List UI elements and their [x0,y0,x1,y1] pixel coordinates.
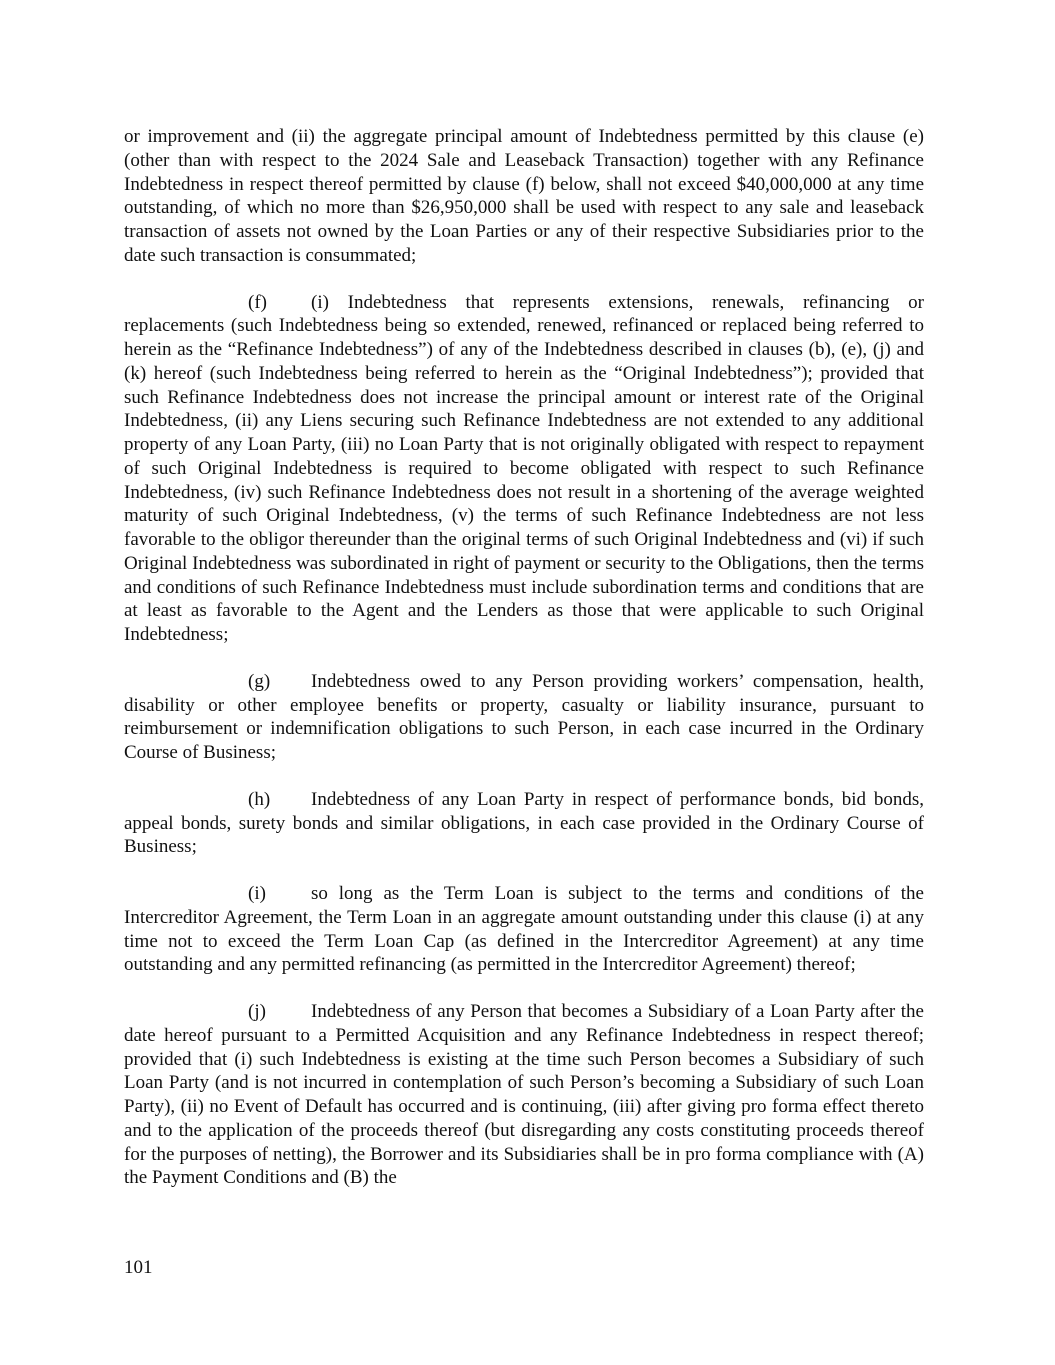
paragraph-text: Indebtedness of any Loan Party in respect of performance bonds, bid bonds, appeal bonds, surety bonds and similar obligations, in each case provided in the Ordinary Course of Business; [124,788,924,858]
paragraph-e-continued [124,125,924,268]
paragraph-text: so long as the Term Loan is subject to the terms and conditions of the Intercreditor Agreement, the Term Loan in an aggregate amount outstanding under this clause (i) at any time not to exceed the Term Loan Cap (as defined in the Intercreditor Agreement) at any time outstanding and any permitted refinancing (as permitted in the Intercreditor Agreement) thereof; [124,883,924,976]
page-number: 101 [124,1257,153,1278]
clause-label: (h) [248,788,271,810]
paragraph-clause-j [124,1000,924,1190]
paragraph-text: or improvement and (ii) the aggregate principal amount of Indebtedness permitted by this clause (e) (other than with respect to the 2024 Sale and Leaseback Transaction) together with any Refinance Indebtedness in respect thereof permitted by clause (f) below, shall not exceed $40,000,000 at any time outstanding, of which no more than $26,950,000 shall be used with respect to any sale and leaseback transaction of assets not owned by the Loan Parties or any of their respective Subsidiaries prior to the date such transaction is consummated; [124,126,924,266]
paragraph-clause-f [124,291,924,647]
paragraph-clause-h [124,788,924,859]
paragraph-clause-g [124,670,924,765]
paragraph-text: Indebtedness of any Person that becomes a Subsidiary of a Loan Party after the date hereof pursuant to a Permitted Acquisition and any Refinance Indebtedness in respect thereof; provided that (i) such Indebtedness is existing at the time such Person becomes a Subsidiary of such Loan Party (and is not incurred in contemplation of such Person’s becoming a Subsidiary of such Loan Party), (ii) no Event of Default has occurred and is continuing, (iii) after giving pro forma effect thereto and to the application of the proceeds thereof (but disregarding any costs constituting proceeds thereof for the purposes of netting), the Borrower and its Subsidiaries shall be in pro forma compliance with (A) the Payment Conditions and (B) the [124,1001,924,1189]
document-body [124,125,924,1213]
clause-label: (g) [248,670,271,692]
paragraph-clause-i [124,882,924,977]
paragraph-text: Indebtedness owed to any Person providing workers’ compensation, health, disability or other employee benefits or property, casualty or liability insurance, pursuant to reimbursement or indemnification obligations to such Person, in each case incurred in the Ordinary Course of Business; [124,670,924,763]
clause-label: (j) [248,1001,266,1022]
clause-label: (f) [248,291,267,313]
paragraph-text: (i) Indebtedness that represents extensions, renewals, refinancing or replacements (such Indebtedness being so extended, renewed, refinanced or replaced being referred to herein as the “Refinance Indebtedness”) of any of the Indebtedness described in clauses (b), (e), (j) and (k) hereof (such Indebtedness being referred to herein as the “Original Indebtedness”); provided that such Refinance Indebtedness does not increase the principal amount or interest rate of the Original Indebtedness, (ii) any Liens securing such Refinance Indebtedness are not extended to any additional property of any Loan Party, (iii) no Loan Party that is not originally obligated with respect to repayment of such Original Indebtedness is required to become obligated with respect to such Refinance Indebtedness, (iv) such Refinance Indebtedness does not result in a shortening of the average weighted maturity of such Original Indebtedness, (v) the terms of such Refinance Indebtedness are not less favorable to the obligor thereunder than the original terms of such Original Indebtedness and (vi) if such Original Indebtedness was subordinated in right of payment or security to the Obligations, then the terms and conditions of such Refinance Indebtedness must include subordination terms and conditions that are at least as favorable to the Agent and the Lenders as those that were applicable to such Original Indebtedness; [124,291,924,645]
clause-label: (i) [248,883,266,904]
